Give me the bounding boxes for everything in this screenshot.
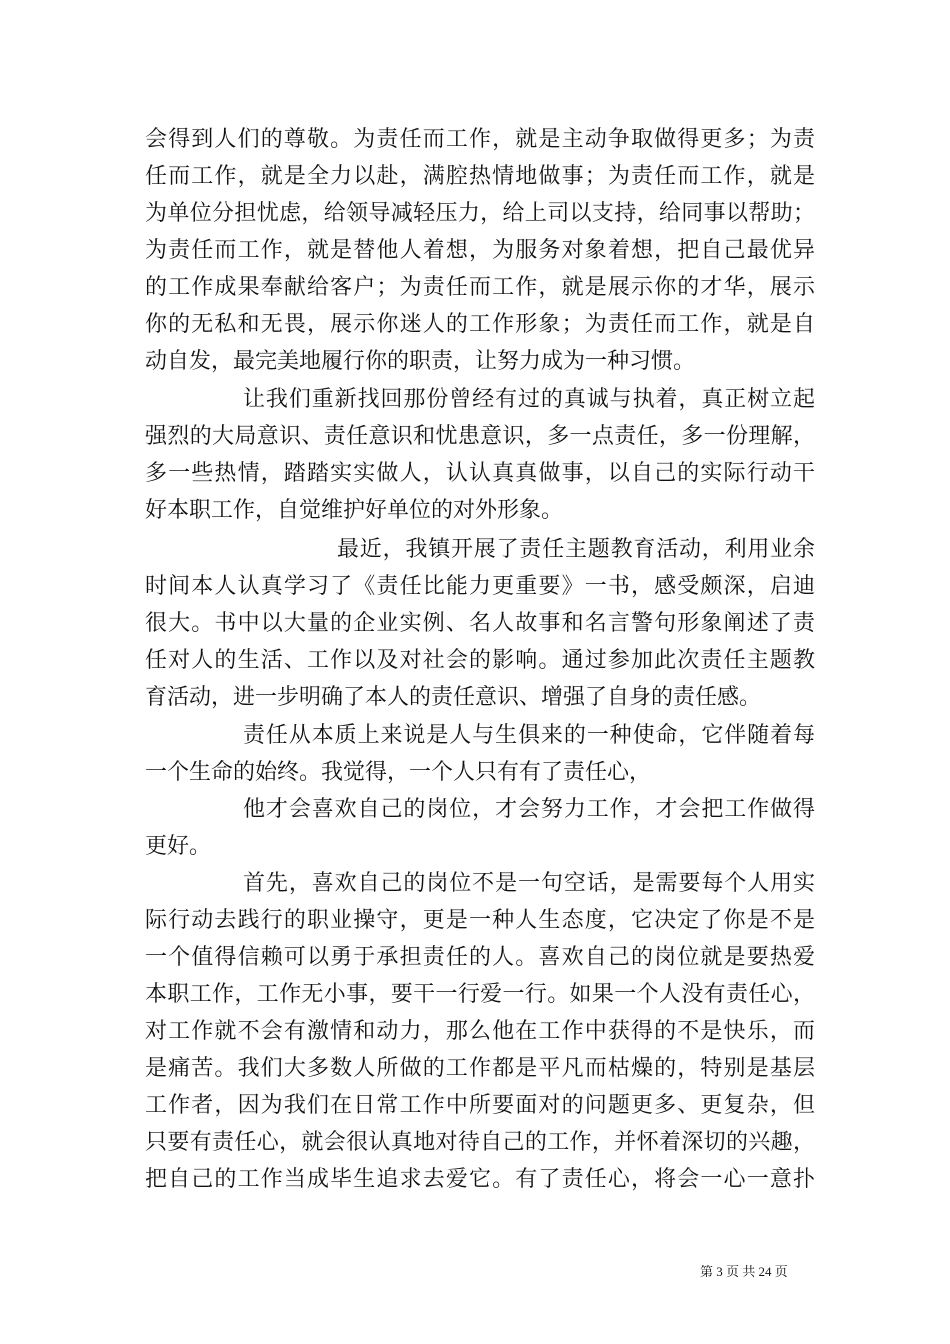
paragraph-line: 多一些热情，踏踏实实做人，认认真真做事，以自己的实际行动干 [145, 461, 815, 486]
paragraph-line: 他才会喜欢自己的岗位，才会努力工作，才会把工作做得 [243, 797, 815, 822]
paragraph-line: 工作者，因为我们在日常工作中所要面对的问题更多、更复杂，但 [145, 1093, 815, 1118]
paragraph-line: 任对人的生活、工作以及对社会的影响。通过参加此次责任主题教 [145, 648, 815, 673]
paragraph-line: 更好。 [145, 834, 212, 859]
paragraph-line: 动自发，最完美地履行你的职责，让努力成为一种习惯。 [145, 349, 696, 374]
paragraph-line: 育活动，进一步明确了本人的责任意识、增强了自身的责任感。 [145, 685, 762, 710]
paragraph-line: 责任从本质上来说是人与生俱来的一种使命，它伴随着每 [243, 723, 815, 748]
paragraph-line: 只要有责任心，就会很认真地对待自己的工作，并怀着深切的兴趣， [145, 1130, 815, 1155]
paragraph-line: 对工作就不会有激情和动力，那么他在工作中获得的不是快乐，而 [145, 1019, 815, 1044]
paragraph-line: 一个生命的始终。我觉得，一个人只有有了责任心， [145, 760, 652, 785]
paragraph-line: 本职工作，工作无小事，要干一行爱一行。如果一个人没有责任心， [145, 982, 815, 1007]
paragraph-line: 是痛苦。我们大多数人所做的工作都是平凡而枯燥的，特别是基层 [145, 1056, 815, 1081]
paragraph-line: 你的无私和无畏，展示你迷人的工作形象；为责任而工作，就是自 [145, 312, 815, 337]
paragraph-line: 好本职工作，自觉维护好单位的对外形象。 [145, 498, 564, 523]
paragraph-line: 最近，我镇开展了责任主题教育活动，利用业余 [337, 537, 815, 562]
paragraph-line: 很大。书中以大量的企业实例、名人故事和名言警句形象阐述了责 [145, 611, 815, 636]
page-number-footer: 第 3 页 共 24 页 [700, 1264, 788, 1279]
paragraph-line: 强烈的大局意识、责任意识和忧患意识，多一点责任，多一份理解， [145, 424, 815, 449]
paragraph-line: 把自己的工作当成毕生追求去爱它。有了责任心，将会一心一意扑 [145, 1167, 815, 1192]
paragraph-line: 际行动去践行的职业操守，更是一种人生态度，它决定了你是不是 [145, 908, 815, 933]
paragraph-line: 为单位分担忧虑，给领导减轻压力，给上司以支持，给同事以帮助； [145, 201, 815, 226]
paragraph-line: 让我们重新找回那份曾经有过的真诚与执着，真正树立起 [243, 387, 815, 412]
paragraph-line: 任而工作，就是全力以赴，满腔热情地做事；为责任而工作，就是 [145, 164, 815, 189]
paragraph-line: 一个值得信赖可以勇于承担责任的人。喜欢自己的岗位就是要热爱 [145, 945, 815, 970]
paragraph-line: 首先，喜欢自己的岗位不是一句空话，是需要每个人用实 [243, 871, 815, 896]
paragraph-line: 时间本人认真学习了《责任比能力更重要》一书，感受颇深，启迪 [145, 574, 815, 599]
paragraph-line: 为责任而工作，就是替他人着想，为服务对象着想，把自己最优异 [145, 238, 815, 263]
paragraph-line: 的工作成果奉献给客户；为责任而工作，就是展示你的才华，展示 [145, 275, 815, 300]
paragraph-line: 会得到人们的尊敬。为责任而工作，就是主动争取做得更多；为责 [145, 127, 815, 152]
